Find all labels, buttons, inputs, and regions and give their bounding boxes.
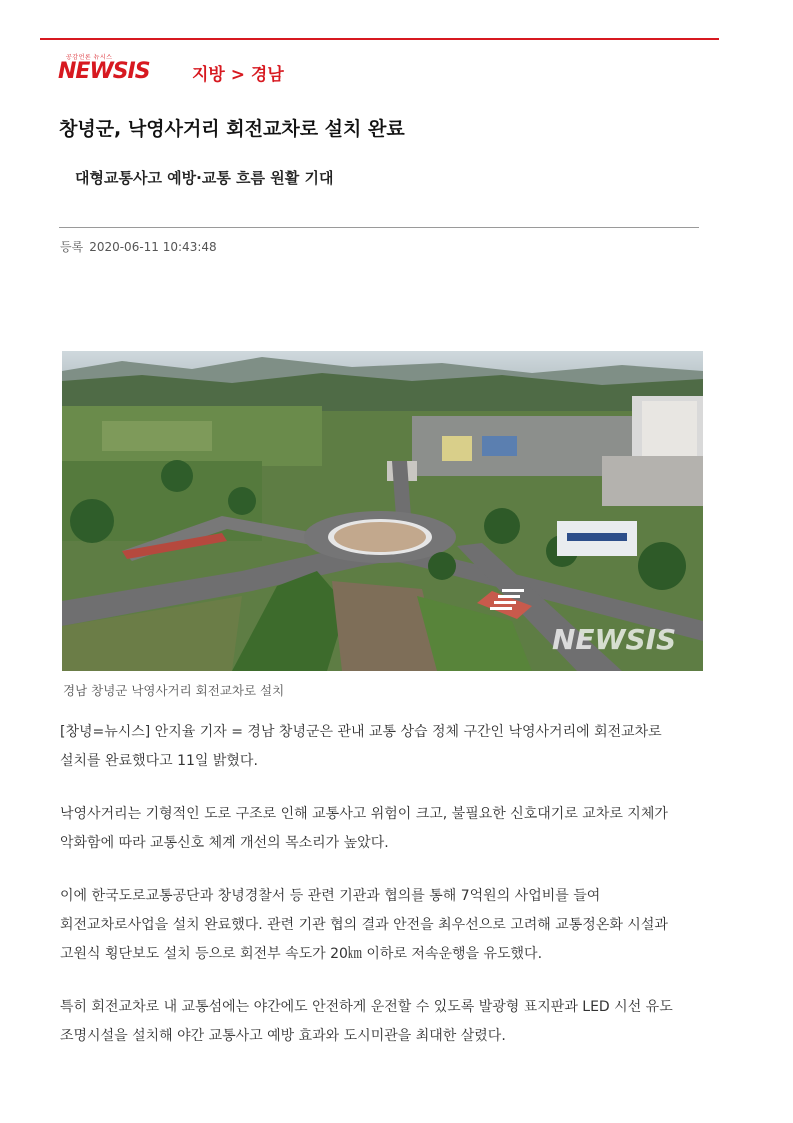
dateline xyxy=(60,238,223,255)
article-subheadline: 대형교통사고 예방·교통 흐름 원활 기대 xyxy=(75,169,334,187)
brand-tagline: 공감언론 뉴시스 xyxy=(66,54,113,61)
brand-logo-text: NEWSIS xyxy=(58,59,150,84)
dateline-label: 등록 xyxy=(60,240,84,254)
dateline-datetime: 2020-06-11 10:43:48 xyxy=(89,240,217,254)
photo-watermark: NEWSIS xyxy=(552,623,677,656)
article-body xyxy=(60,718,705,1075)
article-headline: 창녕군, 낙영사거리 회전교차로 설치 완료 xyxy=(59,118,405,140)
body-paragraph: [창녕=뉴시스] 안지율 기자 = 경남 창녕군은 관내 교통 상습 정체 구간인 낙영사거리에 회전교차로 설치를 완료했다고 11일 밝혔다. xyxy=(60,724,662,769)
section-breadcrumb[interactable]: 지방 > 경남 xyxy=(192,65,284,85)
photo-caption: 경남 창녕군 낙영사거리 회전교차로 설치 xyxy=(63,683,285,698)
article-photo xyxy=(62,351,703,671)
headline-divider xyxy=(59,227,699,228)
body-paragraph: 특히 회전교차로 내 교통섬에는 야간에도 안전하게 운전할 수 있도록 발광형 표지판과 LED 시선 유도 조명시설을 설치해 야간 교통사고 예방 효과와 도시미관을 최대한 살렸다. xyxy=(60,999,673,1044)
header-rule xyxy=(40,38,719,40)
body-paragraph: 낙영사거리는 기형적인 도로 구조로 인해 교통사고 위험이 크고, 불필요한 신호대기로 교차로 지체가 악화함에 따라 교통신호 체계 개선의 목소리가 높았다. xyxy=(60,806,668,851)
body-paragraph: 이에 한국도로교통공단과 창녕경찰서 등 관련 기관과 협의를 통해 7억원의 사업비를 들여 회전교차로사업을 설치 완료했다. 관련 기관 협의 결과 안전을 최우선으로 고려해 교통정온화 시설과 고원식 횡단보도 설치 등으로 회전부 속도가 20㎞ 이하로 저속운행을 유도했다. xyxy=(60,888,668,962)
